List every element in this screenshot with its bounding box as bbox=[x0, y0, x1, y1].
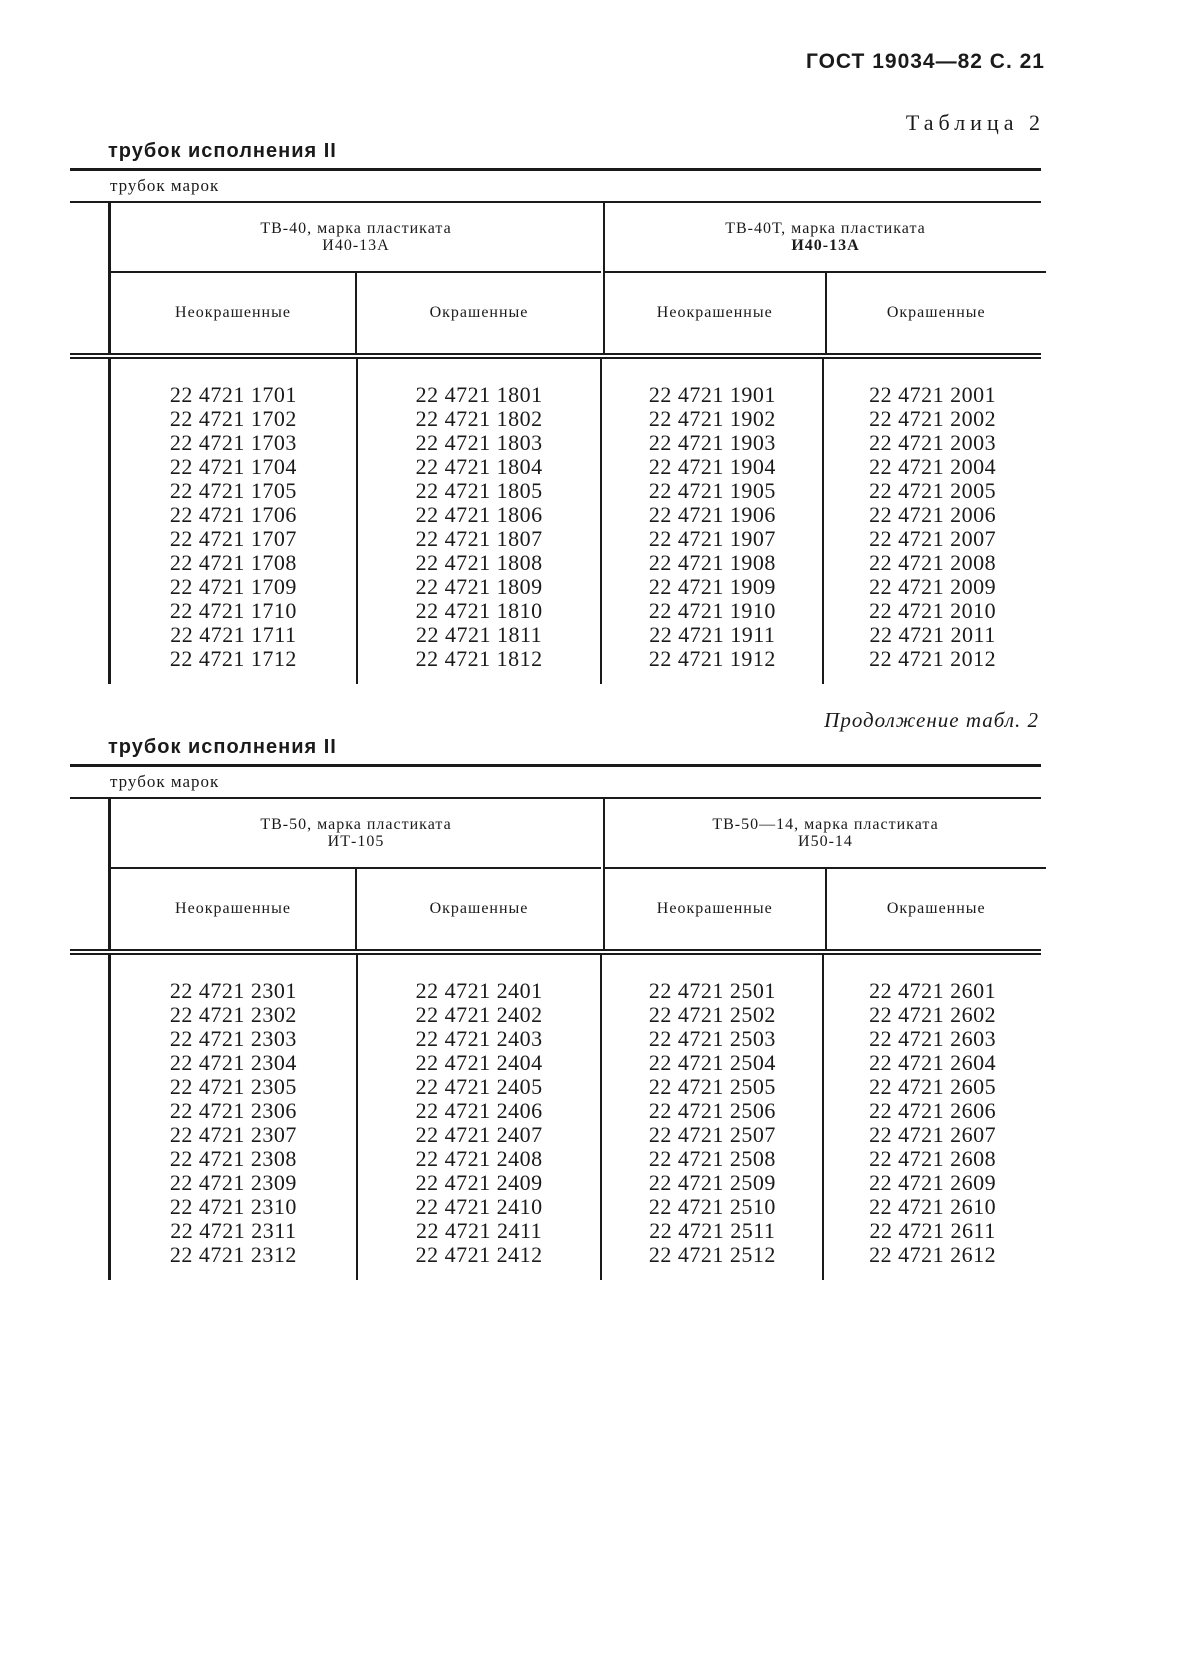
column-header: Окрашенные bbox=[825, 273, 1047, 353]
code-entry: 22 4721 1812 bbox=[415, 646, 543, 671]
code-entry: 22 4721 2310 bbox=[169, 1194, 297, 1219]
code-column bbox=[600, 359, 822, 684]
code-entry: 22 4721 1809 bbox=[415, 574, 543, 599]
code-entry: 22 4721 2512 bbox=[648, 1242, 776, 1267]
code-entry: 22 4721 2012 bbox=[869, 646, 997, 671]
code-column bbox=[356, 955, 601, 1280]
table-header bbox=[108, 799, 1041, 949]
code-entry: 22 4721 2010 bbox=[869, 598, 997, 623]
column-header: Окрашенные bbox=[355, 273, 601, 353]
code-entry: 22 4721 2304 bbox=[169, 1050, 297, 1075]
code-entry: 22 4721 1802 bbox=[415, 406, 543, 431]
code-entry: 22 4721 2003 bbox=[869, 430, 997, 455]
column-group-header bbox=[603, 799, 1046, 949]
code-entry: 22 4721 2509 bbox=[648, 1170, 776, 1195]
column-header: Неокрашенные bbox=[175, 900, 291, 917]
code-entry: 22 4721 1803 bbox=[415, 430, 543, 455]
code-entry: 22 4721 2510 bbox=[648, 1194, 776, 1219]
plastic-label: И40-13А bbox=[791, 237, 860, 254]
code-entry: 22 4721 2607 bbox=[869, 1122, 997, 1147]
code-entry: 22 4721 2007 bbox=[869, 526, 997, 551]
code-entry: 22 4721 2502 bbox=[648, 1002, 776, 1027]
code-entry: 22 4721 2610 bbox=[869, 1194, 997, 1219]
code-entry: 22 4721 2409 bbox=[415, 1170, 543, 1195]
code-entry: 22 4721 1801 bbox=[415, 382, 543, 407]
code-entry: 22 4721 2004 bbox=[869, 454, 997, 479]
code-column bbox=[822, 955, 1041, 1280]
code-entry: 22 4721 2009 bbox=[869, 574, 997, 599]
code-entry: 22 4721 2604 bbox=[869, 1050, 997, 1075]
code-entry: 22 4721 2308 bbox=[169, 1146, 297, 1171]
code-entry: 22 4721 2303 bbox=[169, 1026, 297, 1051]
plastic-label: ИТ-105 bbox=[327, 833, 385, 850]
code-column bbox=[356, 359, 601, 684]
code-entry: 22 4721 1903 bbox=[648, 430, 776, 455]
code-entry: 22 4721 1701 bbox=[169, 382, 297, 407]
code-entry: 22 4721 2406 bbox=[415, 1098, 543, 1123]
code-entry: 22 4721 2410 bbox=[415, 1194, 543, 1219]
code-entry: 22 4721 1904 bbox=[648, 454, 776, 479]
code-entry: 22 4721 2006 bbox=[869, 502, 997, 527]
code-entry: 22 4721 2508 bbox=[648, 1146, 776, 1171]
table-block-1 bbox=[70, 138, 1041, 684]
code-entry: 22 4721 2312 bbox=[169, 1242, 297, 1267]
code-entry: 22 4721 2606 bbox=[869, 1098, 997, 1123]
code-entry: 22 4721 1911 bbox=[649, 622, 776, 647]
column-group-title bbox=[605, 203, 1046, 273]
block-title: трубок исполнения II bbox=[108, 736, 337, 758]
code-entry: 22 4721 2507 bbox=[648, 1122, 776, 1147]
code-entry: 22 4721 2504 bbox=[648, 1050, 776, 1075]
code-entry: 22 4721 1712 bbox=[169, 646, 297, 671]
code-entry: 22 4721 1706 bbox=[169, 502, 297, 527]
code-entry: 22 4721 2412 bbox=[415, 1242, 543, 1267]
code-entry: 22 4721 2403 bbox=[415, 1026, 543, 1051]
code-entry: 22 4721 1806 bbox=[415, 502, 543, 527]
code-entry: 22 4721 1901 bbox=[648, 382, 776, 407]
code-entry: 22 4721 2506 bbox=[648, 1098, 776, 1123]
code-entry: 22 4721 2002 bbox=[869, 406, 997, 431]
code-entry: 22 4721 2302 bbox=[169, 1002, 297, 1027]
code-column bbox=[600, 955, 822, 1280]
code-column bbox=[111, 955, 356, 1280]
column-group-header bbox=[603, 203, 1046, 353]
code-entry: 22 4721 2511 bbox=[649, 1218, 776, 1243]
column-group-header bbox=[111, 799, 601, 949]
code-entry: 22 4721 1702 bbox=[169, 406, 297, 431]
code-entry: 22 4721 2306 bbox=[169, 1098, 297, 1123]
code-entry: 22 4721 1905 bbox=[648, 478, 776, 503]
column-group-title bbox=[111, 203, 601, 273]
brand-label: ТВ-40Т, марка пластиката bbox=[725, 220, 926, 237]
code-entry: 22 4721 2309 bbox=[169, 1170, 297, 1195]
table-header bbox=[108, 203, 1041, 353]
code-entry: 22 4721 2404 bbox=[415, 1050, 543, 1075]
code-entry: 22 4721 2611 bbox=[869, 1218, 996, 1243]
code-entry: 22 4721 2407 bbox=[415, 1122, 543, 1147]
code-entry: 22 4721 1907 bbox=[648, 526, 776, 551]
column-group-title bbox=[111, 799, 601, 869]
code-entry: 22 4721 1808 bbox=[415, 550, 543, 575]
code-entry: 22 4721 1909 bbox=[648, 574, 776, 599]
brand-label: ТВ-50, марка пластиката bbox=[260, 816, 452, 833]
code-entry: 22 4721 2601 bbox=[869, 978, 997, 1003]
code-entry: 22 4721 2608 bbox=[869, 1146, 997, 1171]
code-entry: 22 4721 2402 bbox=[415, 1002, 543, 1027]
brand-label: ТВ-50—14, марка пластиката bbox=[712, 816, 939, 833]
block-subtitle: трубок марок bbox=[110, 772, 220, 791]
block-title: трубок исполнения II bbox=[108, 140, 337, 162]
code-entry: 22 4721 1703 bbox=[169, 430, 297, 455]
column-header: Неокрашенные bbox=[656, 900, 773, 917]
code-entry: 22 4721 1811 bbox=[416, 622, 543, 647]
code-column bbox=[111, 359, 356, 684]
brand-label: ТВ-40, марка пластиката bbox=[260, 220, 452, 237]
column-header: Неокрашенные bbox=[656, 304, 773, 321]
code-entry: 22 4721 2603 bbox=[869, 1026, 997, 1051]
code-entry: 22 4721 2501 bbox=[648, 978, 776, 1003]
code-entry: 22 4721 2405 bbox=[415, 1074, 543, 1099]
code-entry: 22 4721 1810 bbox=[415, 598, 543, 623]
code-entry: 22 4721 1705 bbox=[169, 478, 297, 503]
code-entry: 22 4721 2311 bbox=[170, 1218, 297, 1243]
column-group-title bbox=[605, 799, 1046, 869]
table-body bbox=[108, 359, 1041, 684]
table-block-2 bbox=[70, 734, 1041, 1280]
code-entry: 22 4721 1708 bbox=[169, 550, 297, 575]
code-entry: 22 4721 2401 bbox=[415, 978, 543, 1003]
code-entry: 22 4721 2503 bbox=[648, 1026, 776, 1051]
code-entry: 22 4721 2609 bbox=[869, 1170, 997, 1195]
column-header: Окрашенные bbox=[355, 869, 601, 949]
code-entry: 22 4721 1908 bbox=[648, 550, 776, 575]
code-entry: 22 4721 1906 bbox=[648, 502, 776, 527]
plastic-label: И40-13А bbox=[322, 237, 390, 254]
code-entry: 22 4721 2505 bbox=[648, 1074, 776, 1099]
code-entry: 22 4721 2602 bbox=[869, 1002, 997, 1027]
code-entry: 22 4721 1805 bbox=[415, 478, 543, 503]
column-header: Окрашенные bbox=[825, 869, 1047, 949]
code-entry: 22 4721 2001 bbox=[869, 382, 997, 407]
code-entry: 22 4721 1912 bbox=[648, 646, 776, 671]
page-header: ГОСТ 19034—82 С. 21 bbox=[805, 50, 1045, 73]
code-entry: 22 4721 1704 bbox=[169, 454, 297, 479]
code-entry: 22 4721 2411 bbox=[416, 1218, 543, 1243]
code-entry: 22 4721 1804 bbox=[415, 454, 543, 479]
column-header: Неокрашенные bbox=[175, 304, 291, 321]
code-entry: 22 4721 2005 bbox=[869, 478, 997, 503]
code-entry: 22 4721 1910 bbox=[648, 598, 776, 623]
column-group-header bbox=[111, 203, 601, 353]
continuation-label: Продолжение табл. 2 bbox=[824, 708, 1039, 732]
code-column bbox=[822, 359, 1041, 684]
code-entry: 22 4721 1711 bbox=[170, 622, 297, 647]
code-entry: 22 4721 1902 bbox=[648, 406, 776, 431]
block-subtitle: трубок марок bbox=[110, 176, 220, 195]
code-entry: 22 4721 2408 bbox=[415, 1146, 543, 1171]
code-entry: 22 4721 1709 bbox=[169, 574, 297, 599]
code-entry: 22 4721 1710 bbox=[169, 598, 297, 623]
code-entry: 22 4721 2307 bbox=[169, 1122, 297, 1147]
code-entry: 22 4721 2301 bbox=[169, 978, 297, 1003]
code-entry: 22 4721 2305 bbox=[169, 1074, 297, 1099]
plastic-label: И50-14 bbox=[798, 833, 853, 850]
code-entry: 22 4721 1707 bbox=[169, 526, 297, 551]
table-label: Таблица 2 bbox=[905, 110, 1045, 135]
code-entry: 22 4721 2612 bbox=[869, 1242, 997, 1267]
code-entry: 22 4721 2605 bbox=[869, 1074, 997, 1099]
table-body bbox=[108, 955, 1041, 1280]
code-entry: 22 4721 2008 bbox=[869, 550, 997, 575]
code-entry: 22 4721 1807 bbox=[415, 526, 543, 551]
code-entry: 22 4721 2011 bbox=[869, 622, 996, 647]
